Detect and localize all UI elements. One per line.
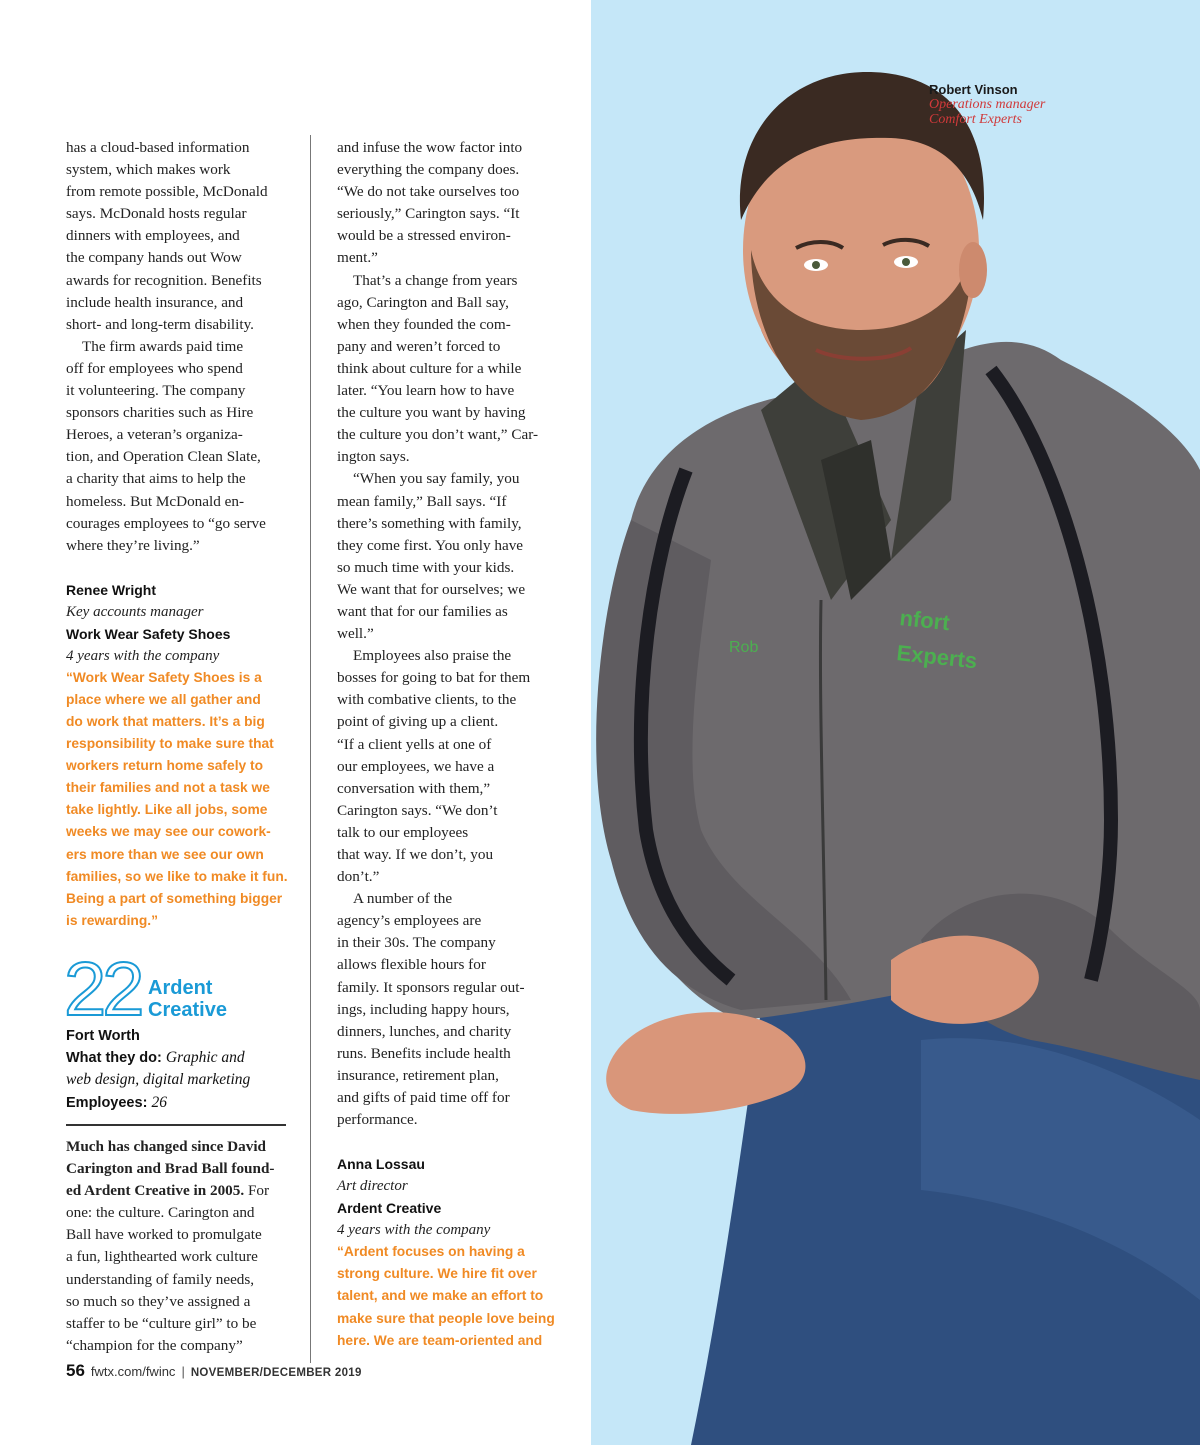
text-line: the culture you don’t want,” Car- (337, 426, 539, 444)
text-line: insurance, retirement plan, (337, 1066, 499, 1084)
text-line: so much time with your kids. (337, 558, 515, 576)
mid-paragraph-4 (337, 645, 559, 888)
quote-line: make sure that people love being (337, 1310, 555, 1326)
jacket-logo-line2: Experts (895, 640, 979, 674)
text-line: dinners with employees, and (66, 227, 240, 245)
caption-company: Comfort Experts (929, 112, 1022, 127)
company-facts (66, 1025, 290, 1114)
quote-line: “Work Wear Safety Shoes is a (66, 669, 262, 685)
lead-line (66, 1158, 290, 1180)
profile-quote (337, 1241, 559, 1351)
quote-line: strong culture. We hire fit over (337, 1266, 537, 1282)
text-line: want that for our families as (337, 602, 508, 620)
what-they-do (66, 1047, 290, 1069)
text-line: A number of the (353, 890, 453, 908)
mid-paragraph-2 (337, 270, 559, 469)
left-column (66, 137, 290, 932)
text-line: system, which makes work (66, 161, 231, 179)
mid-paragraph-1 (337, 137, 559, 270)
quote-line: responsibility to make sure that (66, 736, 274, 752)
text-line: mean family,” Ball says. “If (337, 492, 507, 510)
lead-paragraph (66, 1136, 290, 1357)
what-value-1: Graphic and (165, 1049, 245, 1067)
text-line: pany and weren’t forced to (337, 337, 501, 355)
text-line: off for employees who spend (66, 359, 243, 377)
what-value-2: web design, digital marketing (66, 1071, 251, 1089)
mid-paragraph-5 (337, 888, 559, 1131)
text-line: think about culture for a while (337, 359, 522, 377)
text-line: “We do not take ourselves too (337, 183, 520, 201)
rank-number: 22 (64, 947, 141, 1032)
quote-line: is rewarding.” (66, 912, 159, 928)
text-line: The firm awards paid time (82, 337, 244, 355)
profile-tenure: 4 years with the company (337, 1222, 491, 1239)
text-line: Carington says. “We don’t (337, 801, 498, 819)
quote-line: take lightly. Like all jobs, some (66, 802, 268, 818)
text-line: allows flexible hours for (337, 956, 486, 974)
text-line: when they founded the com- (337, 315, 511, 333)
lead-bold: Carington and Brad Ball found- (66, 1160, 275, 1178)
quote-line: workers return home safely to (66, 758, 264, 774)
quote-line: “Ardent focuses on having a (337, 1244, 525, 1260)
lead-regular: For (244, 1182, 270, 1200)
text-line: and infuse the wow factor into (337, 139, 523, 156)
profile-title: Key accounts manager (66, 603, 204, 620)
text-line: dinners, lunches, and charity (337, 1022, 512, 1040)
portrait-illustration (591, 0, 1200, 1445)
text-line: with combative clients, to the (337, 691, 517, 709)
text-line: seriously,” Carington says. “It (337, 205, 520, 223)
text-line: a charity that aims to help the (66, 470, 246, 488)
profile-company: Ardent Creative (337, 1200, 442, 1217)
text-line: That’s a change from years (353, 271, 518, 289)
lead-line: one: the culture. Carington and (66, 1204, 255, 1222)
page-number: 56 (66, 1361, 85, 1380)
text-line: where they’re living.” (66, 536, 200, 554)
jacket-logo-line1: nfort (898, 605, 951, 636)
text-line: family. It sponsors regular out- (337, 978, 525, 996)
text-line: would be a stressed environ- (337, 227, 511, 245)
rank-company-name (148, 977, 227, 1021)
text-line: ment.” (337, 249, 378, 267)
lead-line (66, 1180, 290, 1202)
lead-line: Ball have worked to promulgate (66, 1226, 262, 1244)
left-paragraph-1 (66, 137, 290, 336)
text-line: ington says. (337, 448, 410, 466)
quote-line: here. We are team-oriented and (337, 1332, 543, 1348)
mid-paragraph-3 (337, 468, 559, 645)
footer-separator: | (181, 1364, 185, 1379)
rank-name-line1: Ardent (148, 977, 213, 999)
text-line: courages employees to “go serve (66, 514, 266, 532)
text-line: and gifts of paid time off for (337, 1089, 510, 1107)
text-line: awards for recognition. Benefits (66, 271, 262, 289)
quote-line: place where we all gather and (66, 691, 261, 707)
quote-line: families, so we like to make it fun. (66, 868, 288, 884)
text-line: from remote possible, McDonald (66, 183, 268, 201)
text-line: short- and long-term disability. (66, 315, 254, 333)
lead-line: “champion for the company” (66, 1336, 243, 1354)
text-line: ings, including happy hours, (337, 1000, 510, 1018)
lead-line: understanding of family needs, (66, 1270, 255, 1288)
text-line: Heroes, a veteran’s organiza- (66, 426, 243, 444)
text-line: agency’s employees are (337, 912, 482, 930)
lead-line: so much so they’ve assigned a (66, 1292, 251, 1310)
left-paragraph-2 (66, 336, 290, 557)
text-line: in their 30s. The company (337, 934, 496, 952)
text-line: We want that for ourselves; we (337, 580, 526, 598)
employee-count (66, 1092, 290, 1114)
text-line: talk to our employees (337, 823, 469, 841)
text-line: conversation with them,” (337, 779, 491, 797)
text-line: everything the company does. (337, 161, 520, 179)
quote-line: their families and not a task we (66, 780, 270, 796)
employee-profile-renee (66, 579, 290, 667)
profile-title: Art director (337, 1178, 408, 1195)
quote-line: weeks we may see our cowork- (66, 824, 271, 840)
text-line: Employees also praise the (353, 647, 512, 665)
text-line: include health insurance, and (66, 293, 244, 311)
text-line: “If a client yells at one of (337, 735, 492, 753)
jacket-name-embroidery: Rob (729, 639, 759, 656)
text-line: there’s something with family, (337, 514, 522, 532)
text-line: well.” (337, 625, 374, 643)
company-city: Fort Worth (66, 1028, 140, 1044)
text-line: ago, Carington and Ball say, (337, 293, 509, 311)
employees-value: 26 (151, 1093, 167, 1111)
employees-label: Employees: (66, 1094, 148, 1111)
profile-name: Anna Lossau (337, 1156, 425, 1173)
caption-role: Operations manager (929, 97, 1046, 112)
photo-panel (591, 0, 1200, 1445)
text-line: they come first. You only have (337, 536, 524, 554)
footer-issue: NOVEMBER/DECEMBER 2019 (190, 1367, 362, 1379)
quote-line: do work that matters. It’s a big (66, 713, 265, 729)
text-line: it volunteering. The company (66, 382, 246, 400)
caption-name: Robert Vinson (929, 82, 1018, 97)
quote-line: Being a part of something bigger (66, 890, 283, 906)
text-line: says. McDonald hosts regular (66, 205, 247, 223)
profile-quote (66, 667, 290, 932)
text-line: runs. Benefits include health (337, 1044, 511, 1062)
rank-name-line2: Creative (148, 999, 227, 1021)
text-line: bosses for going to bat for them (337, 669, 531, 687)
text-line: has a cloud-based information (66, 139, 250, 156)
lead-bold: Much has changed since David (66, 1138, 266, 1155)
lead-line (66, 1136, 290, 1158)
column-divider (310, 135, 311, 1363)
profile-company: Work Wear Safety Shoes (66, 625, 231, 642)
section-divider (66, 1124, 286, 1126)
lead-bold: ed Ardent Creative in 2005. (66, 1182, 245, 1200)
text-line: don’t.” (337, 868, 380, 886)
quote-line: talent, and we make an effort to (337, 1288, 544, 1304)
text-line: point of giving up a client. (337, 713, 499, 731)
text-line: the company hands out Wow (66, 249, 242, 267)
employee-profile-anna (337, 1153, 559, 1241)
profile-tenure: 4 years with the company (66, 647, 220, 664)
text-line: homeless. But McDonald en- (66, 492, 245, 510)
lead-line: staffer to be “culture girl” to be (66, 1314, 257, 1332)
text-line: performance. (337, 1111, 418, 1129)
text-line: that way. If we don’t, you (337, 846, 494, 863)
text-line: our employees, we have a (337, 757, 495, 775)
page-footer (66, 1361, 362, 1381)
middle-column (337, 137, 559, 1352)
text-line: tion, and Operation Clean Slate, (66, 448, 261, 466)
quote-line: ers more than we see our own (66, 846, 264, 862)
footer-site: fwtx.com/fwinc (90, 1364, 176, 1379)
what-label: What they do: (66, 1050, 162, 1067)
text-line: sponsors charities such as Hire (66, 404, 254, 422)
text-line: “When you say family, you (353, 470, 520, 488)
text-line: the culture you want by having (337, 404, 526, 422)
profile-name: Renee Wright (66, 581, 156, 598)
text-line: later. “You learn how to have (337, 382, 515, 400)
lead-line: a fun, lighthearted work culture (66, 1248, 258, 1266)
photo-caption (929, 82, 1045, 127)
